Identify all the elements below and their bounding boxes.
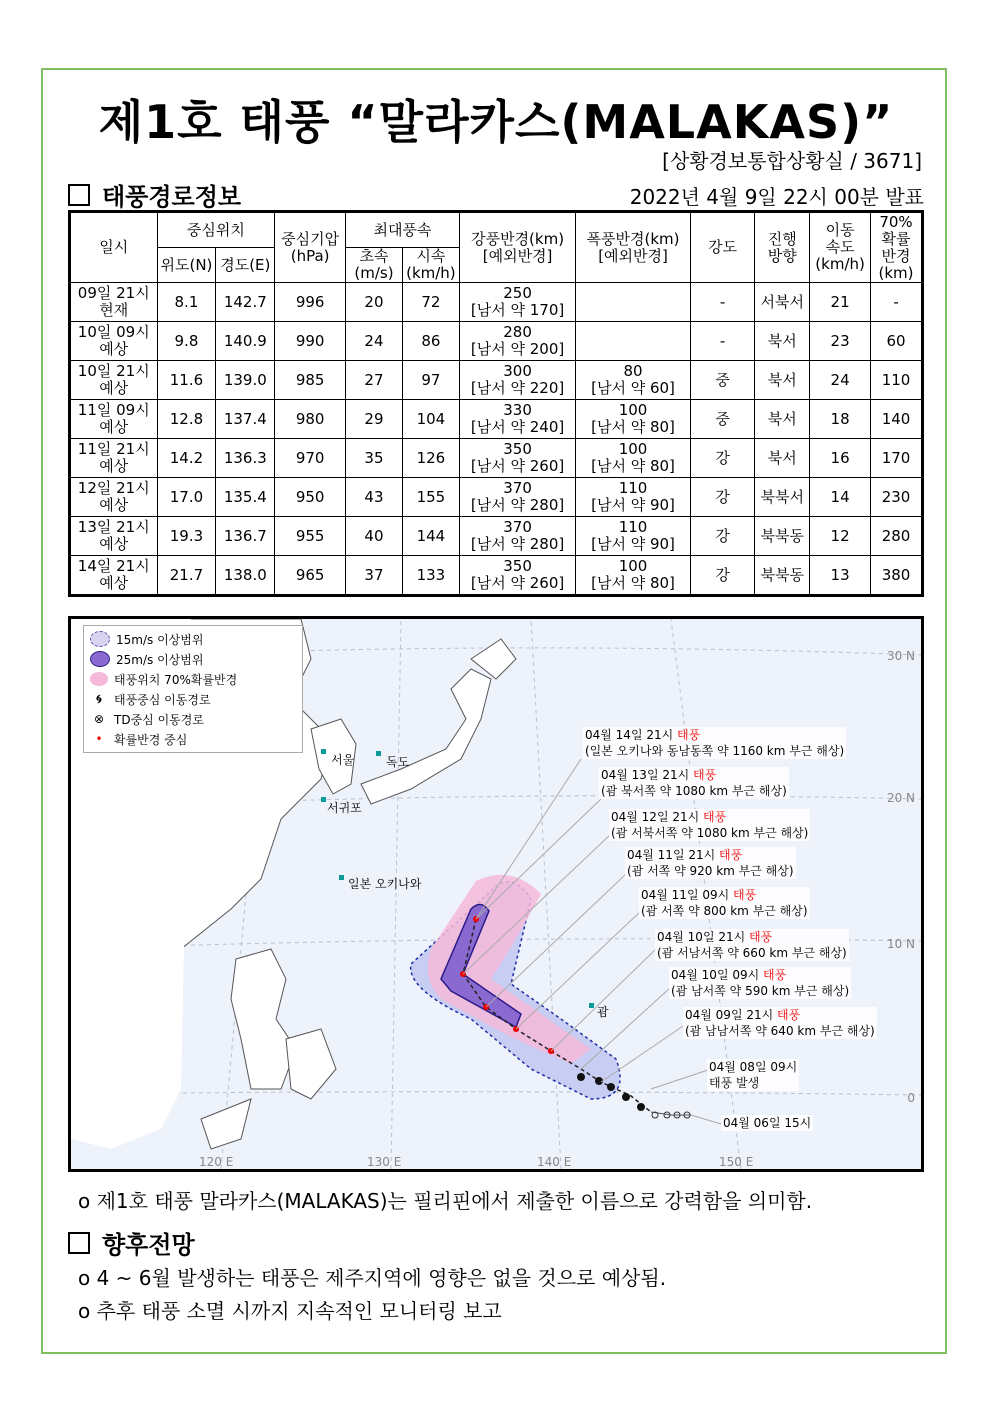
track-annotation xyxy=(599,767,789,799)
annotation-kind: 태풍 xyxy=(693,768,717,782)
checkbox-icon xyxy=(68,184,90,206)
cell-strong: 350 [남서 약 260] xyxy=(459,439,575,478)
cell-dir: 북서 xyxy=(755,400,810,439)
typhoon-symbol-icon xyxy=(577,1073,585,1081)
col-kmh: 시속 (km/h) xyxy=(402,248,459,283)
cell-spd: 14 xyxy=(810,478,871,517)
cell-strong: 370 [남서 약 280] xyxy=(459,517,575,556)
cell-p: 990 xyxy=(275,322,346,361)
cell-prob: 110 xyxy=(871,361,923,400)
cell-int: 강 xyxy=(690,556,755,596)
legend-item: 🌀︎ 태풍중심 이동경로 xyxy=(90,689,296,709)
col-ms: 초속 (m/s) xyxy=(346,248,403,283)
place-label: 괌 xyxy=(597,1005,609,1019)
issued-time: 2022년 4월 9일 22시 00분 발표 xyxy=(629,185,924,209)
place-marker-seoul xyxy=(321,749,326,754)
table-row xyxy=(70,439,923,478)
cell-lat: 12.8 xyxy=(157,400,216,439)
cell-spd: 23 xyxy=(810,322,871,361)
cell-lat: 19.3 xyxy=(157,517,216,556)
cell-dir: 북서 xyxy=(755,439,810,478)
annotation-location: 태풍 발생 xyxy=(709,1076,760,1090)
cell-lon: 136.3 xyxy=(216,439,275,478)
swatch-prob xyxy=(90,672,108,686)
cell-ms: 24 xyxy=(346,322,403,361)
annotation-kind: 태풍 xyxy=(733,888,757,902)
cell-kmh: 72 xyxy=(402,283,459,322)
cell-p: 955 xyxy=(275,517,346,556)
cell-kmh: 97 xyxy=(402,361,459,400)
cell-prob: 380 xyxy=(871,556,923,596)
cell-strong: 280 [남서 약 200] xyxy=(459,322,575,361)
annotation-time: 04월 12일 21시 xyxy=(611,810,704,824)
cell-dir: 북북서 xyxy=(755,478,810,517)
cell-strong: 300 [남서 약 220] xyxy=(459,361,575,400)
cell-int: 중 xyxy=(690,400,755,439)
name-note: o 제1호 태풍 말라카스(MALAKAS)는 필리핀에서 제출한 이름으로 강력함을 의미함. xyxy=(78,1189,813,1213)
section-track-info xyxy=(68,177,241,212)
lat-label: 10 N xyxy=(886,937,915,951)
table-row xyxy=(70,556,923,596)
lon-label: 150 E xyxy=(719,1155,754,1169)
annotation-time: 04월 11일 09시 xyxy=(641,888,734,902)
place-label: 서귀포 xyxy=(327,801,362,815)
annotation-time: 04월 11일 21시 xyxy=(627,848,720,862)
cell-lat: 17.0 xyxy=(157,478,216,517)
cell-lat: 11.6 xyxy=(157,361,216,400)
cell-ms: 40 xyxy=(346,517,403,556)
page-title: 제1호 태풍 “말라카스(MALAKAS)” xyxy=(98,95,894,149)
cell-strong: 350 [남서 약 260] xyxy=(459,556,575,596)
annotation-kind: 태풍 xyxy=(749,930,773,944)
cell-kmh: 144 xyxy=(402,517,459,556)
lon-label: 120 E xyxy=(199,1155,234,1169)
cell-dt: 12일 21시 예상 xyxy=(70,478,158,517)
cell-dir: 북서 xyxy=(755,322,810,361)
table-row xyxy=(70,322,923,361)
cell-lon: 137.4 xyxy=(216,400,275,439)
cell-strong: 250 [남서 약 170] xyxy=(459,283,575,322)
cell-ms: 37 xyxy=(346,556,403,596)
col-datetime: 일시 xyxy=(70,212,158,283)
prob-center-icon: • xyxy=(95,732,103,746)
cell-lon: 142.7 xyxy=(216,283,275,322)
col-prob-radius: 70% 확률 반경 (km) xyxy=(871,212,923,283)
cell-int: 중 xyxy=(690,361,755,400)
annotation-time: 04월 10일 21시 xyxy=(657,930,750,944)
cell-storm xyxy=(576,283,690,322)
col-center: 중심위치 xyxy=(157,212,275,248)
col-storm-radius: 폭풍반경(km) [예외반경] xyxy=(576,212,690,283)
track-table xyxy=(68,210,924,597)
cell-spd: 13 xyxy=(810,556,871,596)
track-annotation xyxy=(669,967,851,999)
typhoon-symbol-icon xyxy=(622,1093,630,1101)
annotation-location: (괌 남서쪽 약 590 km 부근 해상) xyxy=(671,984,850,998)
cell-storm: 110 [남서 약 90] xyxy=(576,517,690,556)
lat-label: 0 xyxy=(907,1091,915,1105)
place-marker-dokdo xyxy=(376,751,381,756)
lat-label: 30 N xyxy=(886,649,915,663)
place-label: 독도 xyxy=(386,755,410,769)
cell-kmh: 126 xyxy=(402,439,459,478)
annotation-kind: 태풍 xyxy=(677,728,701,742)
cell-dir: 북북동 xyxy=(755,556,810,596)
section-title: 태풍경로정보 xyxy=(102,183,242,211)
cell-kmh: 86 xyxy=(402,322,459,361)
cell-lon: 135.4 xyxy=(216,478,275,517)
col-lon: 경도(E) xyxy=(216,248,275,283)
cell-storm: 100 [남서 약 80] xyxy=(576,556,690,596)
section-outlook xyxy=(68,1225,195,1260)
cell-dir: 북북동 xyxy=(755,517,810,556)
typhoon-track-map xyxy=(68,616,924,1172)
cell-kmh: 104 xyxy=(402,400,459,439)
cell-spd: 24 xyxy=(810,361,871,400)
annotation-location: (일본 오키나와 동남동쪽 약 1160 km 부근 해상) xyxy=(585,744,845,758)
lat-label: 20 N xyxy=(886,791,915,805)
cell-storm: 100 [남서 약 80] xyxy=(576,400,690,439)
cell-int: 강 xyxy=(690,478,755,517)
annotation-time: 04월 06일 15시 xyxy=(723,1116,812,1130)
legend-item: 15m/s 이상범위 xyxy=(90,629,296,649)
table-row xyxy=(70,517,923,556)
cell-lat: 14.2 xyxy=(157,439,216,478)
track-annotation xyxy=(639,887,810,919)
outlook-line: o 4 ~ 6월 발생하는 태풍은 제주지역에 영향은 없을 것으로 예상됨. xyxy=(78,1266,667,1290)
col-maxwind: 최대풍속 xyxy=(346,212,460,248)
cell-prob: 60 xyxy=(871,322,923,361)
cell-storm xyxy=(576,322,690,361)
annotation-kind: 태풍 xyxy=(719,848,743,862)
table-row xyxy=(70,400,923,439)
annotation-location: (괌 서남서쪽 약 660 km 부근 해상) xyxy=(657,946,847,960)
place-marker-seogwipo xyxy=(321,797,326,802)
legend-item: • 확률반경 중심 xyxy=(90,729,296,749)
cell-int: - xyxy=(690,322,755,361)
annotation-time: 04월 13일 21시 xyxy=(601,768,694,782)
col-intensity: 강도 xyxy=(690,212,755,283)
cell-ms: 43 xyxy=(346,478,403,517)
cell-lon: 136.7 xyxy=(216,517,275,556)
cell-p: 996 xyxy=(275,283,346,322)
lon-label: 140 E xyxy=(537,1155,572,1169)
track-annotation xyxy=(609,809,810,841)
td-symbol-icon: ⊗ xyxy=(93,712,105,726)
cell-dt: 10일 21시 예상 xyxy=(70,361,158,400)
cell-storm: 80 [남서 약 60] xyxy=(576,361,690,400)
cell-int: 강 xyxy=(690,517,755,556)
typhoon-symbol-icon xyxy=(637,1103,645,1111)
annotation-time: 04월 10일 09시 xyxy=(671,968,764,982)
cell-prob: 170 xyxy=(871,439,923,478)
cell-spd: 18 xyxy=(810,400,871,439)
section-title: 향후전망 xyxy=(102,1231,195,1259)
track-annotation xyxy=(683,1007,877,1039)
lon-label: 130 E xyxy=(367,1155,402,1169)
swatch-25ms xyxy=(90,651,110,667)
cell-spd: 12 xyxy=(810,517,871,556)
cell-spd: 16 xyxy=(810,439,871,478)
annotation-kind: 태풍 xyxy=(777,1008,801,1022)
swatch-15ms xyxy=(90,631,110,647)
annotation-time: 04월 08일 09시 xyxy=(709,1060,798,1074)
cell-p: 950 xyxy=(275,478,346,517)
col-pressure: 중심기압 (hPa) xyxy=(275,212,346,283)
cell-lon: 139.0 xyxy=(216,361,275,400)
table-row xyxy=(70,283,923,322)
col-lat: 위도(N) xyxy=(157,248,216,283)
col-direction: 진행 방향 xyxy=(755,212,810,283)
place-marker-okinawa xyxy=(339,875,344,880)
cell-ms: 20 xyxy=(346,283,403,322)
place-label: 일본 오키나와 xyxy=(348,877,422,891)
cell-ms: 27 xyxy=(346,361,403,400)
cell-dt: 13일 21시 예상 xyxy=(70,517,158,556)
cell-dt: 11일 21시 예상 xyxy=(70,439,158,478)
cell-strong: 370 [남서 약 280] xyxy=(459,478,575,517)
cell-ms: 29 xyxy=(346,400,403,439)
table-row xyxy=(70,478,923,517)
office-contact: [상황경보통합상황실 / 3671] xyxy=(662,149,922,173)
cell-p: 965 xyxy=(275,556,346,596)
col-speed: 이동 속도 (km/h) xyxy=(810,212,871,283)
cell-dt: 11일 09시 예상 xyxy=(70,400,158,439)
cell-lat: 8.1 xyxy=(157,283,216,322)
cell-strong: 330 [남서 약 240] xyxy=(459,400,575,439)
cell-storm: 100 [남서 약 80] xyxy=(576,439,690,478)
cell-p: 980 xyxy=(275,400,346,439)
cell-p: 985 xyxy=(275,361,346,400)
track-annotation xyxy=(707,1059,799,1091)
col-strong-radius: 강풍반경(km) [예외반경] xyxy=(459,212,575,283)
cell-ms: 35 xyxy=(346,439,403,478)
legend-item: ⊗ TD중심 이동경로 xyxy=(90,709,296,729)
place-label: 서울 xyxy=(331,753,355,767)
track-annotation xyxy=(721,1115,813,1131)
cell-lon: 140.9 xyxy=(216,322,275,361)
track-annotation xyxy=(655,929,849,961)
cell-dt: 09일 21시 현재 xyxy=(70,283,158,322)
track-annotation xyxy=(583,727,846,759)
annotation-kind: 태풍 xyxy=(763,968,787,982)
annotation-location: (괌 서쪽 약 920 km 부근 해상) xyxy=(627,864,794,878)
cell-dir: 북서 xyxy=(755,361,810,400)
cell-spd: 21 xyxy=(810,283,871,322)
cell-kmh: 155 xyxy=(402,478,459,517)
map-legend xyxy=(83,625,303,753)
cell-prob: - xyxy=(871,283,923,322)
cell-dir: 서북서 xyxy=(755,283,810,322)
cell-prob: 280 xyxy=(871,517,923,556)
annotation-location: (괌 남남서쪽 약 640 km 부근 해상) xyxy=(685,1024,875,1038)
cell-storm: 110 [남서 약 90] xyxy=(576,478,690,517)
typhoon-symbol-icon: 🌀︎ xyxy=(96,691,102,706)
cell-dt: 14일 21시 예상 xyxy=(70,556,158,596)
cell-dt: 10일 09시 예상 xyxy=(70,322,158,361)
annotation-location: (괌 서북서쪽 약 1080 km 부근 해상) xyxy=(611,826,809,840)
cell-lat: 9.8 xyxy=(157,322,216,361)
cell-lon: 138.0 xyxy=(216,556,275,596)
annotation-location: (괌 북서쪽 약 1080 km 부근 해상) xyxy=(601,784,787,798)
cell-int: - xyxy=(690,283,755,322)
cell-kmh: 133 xyxy=(402,556,459,596)
annotation-time: 04월 09일 21시 xyxy=(685,1008,778,1022)
cell-int: 강 xyxy=(690,439,755,478)
cell-p: 970 xyxy=(275,439,346,478)
cell-prob: 230 xyxy=(871,478,923,517)
annotation-location: (괌 서쪽 약 800 km 부근 해상) xyxy=(641,904,808,918)
track-annotation xyxy=(625,847,796,879)
table-row xyxy=(70,361,923,400)
legend-item: 25m/s 이상범위 xyxy=(90,649,296,669)
cell-prob: 140 xyxy=(871,400,923,439)
legend-item: 태풍위치 70%확률반경 xyxy=(90,669,296,689)
checkbox-icon xyxy=(68,1232,90,1254)
annotation-kind: 태풍 xyxy=(703,810,727,824)
typhoon-symbol-icon xyxy=(607,1083,615,1091)
outlook-line: o 추후 태풍 소멸 시까지 지속적인 모니터링 보고 xyxy=(78,1299,502,1323)
cell-lat: 21.7 xyxy=(157,556,216,596)
place-marker-guam xyxy=(589,1003,594,1008)
annotation-time: 04월 14일 21시 xyxy=(585,728,678,742)
